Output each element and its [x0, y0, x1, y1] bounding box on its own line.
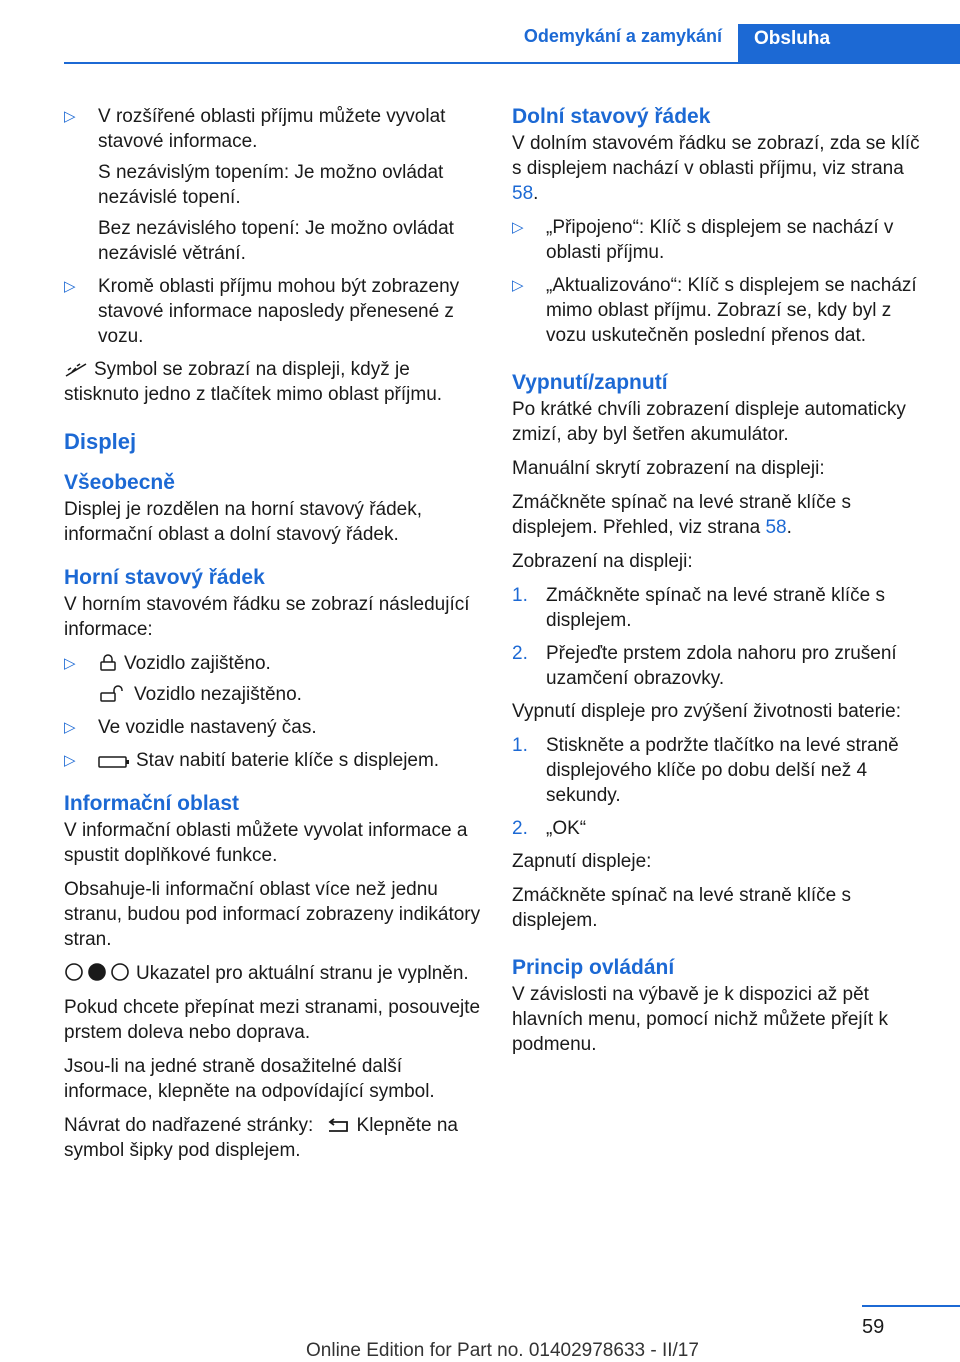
chapter-tab: Obsluha — [738, 24, 960, 62]
vypnuti-text: Zobrazení na displeji: — [512, 551, 693, 572]
step-item — [512, 583, 932, 633]
step-text: Stiskněte a podržte tlačítko na levé straně displejového klíče po dobu delší než 4 sekundy. — [546, 735, 899, 806]
vseobecne-heading: Všeobecně — [64, 471, 175, 494]
bullet-icon: ▷ — [512, 219, 524, 236]
section-title: Odemykání a zamykání — [523, 26, 722, 46]
info-text: Jsou-li na jedné straně dosažitelné další informace, klepněte na odpovídající symbol. — [64, 1056, 435, 1102]
list-item — [512, 215, 932, 265]
step-text: Zmáčkněte spínač na levé straně klíče s displejem. — [546, 585, 885, 631]
locked-text: Vozidlo zajištěno. — [124, 653, 271, 674]
step-item — [512, 641, 932, 691]
list-item — [512, 273, 932, 348]
info-text: Obsahuje-li informační oblast více než jednu stranu, budou pod informací zobrazeny indikátory stran. — [64, 879, 481, 950]
vypnuti-text: Manuální skrytí zobrazení na displeji: — [512, 458, 825, 479]
vypnuti-text: Po krátké chvíli zobrazení displeje automaticky zmizí, aby byl šetřen akumulátor. — [512, 399, 906, 445]
step-number: 2. — [512, 643, 528, 664]
vypnuti-text: Zmáčkněte spínač na levé straně klíče s displejem. Přehled, viz strana 58. — [512, 492, 851, 538]
page-number: 59 — [862, 1316, 885, 1338]
dolni-text: V dolním stavovém řádku se zobrazí, zda se klíč s displejem nachází v oblasti příjmu, viz strana 58. — [512, 133, 920, 204]
bullet-text: Kromě oblasti příjmu mohou být zobrazeny stavové informace naposledy přenesené z vozu. — [98, 276, 460, 347]
unlocked-car-icon — [98, 685, 128, 703]
bullet-text: V rozšířené oblasti příjmu můžete vyvolat stavové informace. — [98, 106, 446, 152]
back-arrow-icon — [325, 1118, 351, 1134]
bullet-icon: ▷ — [64, 108, 76, 125]
page-indicator-note — [64, 961, 484, 986]
step-item — [512, 733, 932, 808]
bullet-text: „Aktualizováno“: Klíč s displejem se nachází mimo oblast příjmu. Zobrazí se, kdy byl z vozu uskutečněn poslední přenos dat. — [546, 275, 917, 346]
list-item — [64, 274, 484, 349]
step-text: „OK“ — [546, 818, 587, 839]
bullet-icon: ▷ — [64, 752, 76, 769]
step-text: Přejeďte prstem zdola nahoru pro zrušení uzamčení obrazovky. — [546, 643, 897, 689]
vypnuti-text: Vypnutí displeje pro zvýšení životnosti baterie: — [512, 701, 901, 722]
time-text: Ve vozidle nastavený čas. — [98, 717, 317, 738]
right-column — [512, 104, 932, 1066]
page-link[interactable]: 58 — [512, 183, 534, 204]
list-item — [64, 104, 484, 266]
bullet-text: „Připojeno“: Klíč s displejem se nachází v oblasti příjmu. — [546, 217, 894, 263]
step-item — [512, 816, 932, 841]
step-number: 2. — [512, 818, 528, 839]
edition-note: Online Edition for Part no. 01402978633 - II/17 — [306, 1340, 699, 1361]
back-text: Klepněte na symbol šipky pod displejem. — [64, 1115, 458, 1161]
list-item — [64, 651, 484, 707]
princip-heading: Princip ovládání — [512, 956, 675, 979]
back-note — [64, 1113, 484, 1163]
bullet-subtext: S nezávislým topením: Je možno ovládat nezávislé topení. — [98, 162, 444, 208]
footer-rule — [862, 1305, 960, 1307]
page-header — [0, 0, 960, 64]
dolni-heading: Dolní stavový řádek — [512, 105, 711, 128]
step-number: 1. — [512, 585, 528, 606]
header-rule — [64, 62, 960, 64]
bullet-icon: ▷ — [64, 655, 76, 672]
info-text: Pokud chcete přepínat mezi stranami, posouvejte prstem doleva nebo doprava. — [64, 997, 481, 1043]
vypnuti-text: Zmáčkněte spínač na levé straně klíče s displejem. — [512, 885, 851, 931]
locked-car-icon — [98, 654, 118, 672]
vseobecne-text: Displej je rozdělen na horní stavový řádek, informační oblast a dolní stavový řádek. — [64, 499, 423, 545]
bullet-icon: ▷ — [64, 278, 76, 295]
battery-text: Stav nabití baterie klíče s displejem. — [136, 750, 440, 771]
princip-text: V závislosti na výbavě je k dispozici až pět hlavních menu, pomocí nichž můžete přejít k podmenu. — [512, 984, 888, 1055]
page-link[interactable]: 58 — [765, 517, 787, 538]
out-of-range-icon — [64, 362, 88, 378]
info-heading: Informační oblast — [64, 792, 240, 815]
displej-heading: Displej — [64, 429, 137, 454]
bullet-icon: ▷ — [512, 277, 524, 294]
horni-heading: Horní stavový řádek — [64, 566, 265, 589]
step-number: 1. — [512, 735, 528, 756]
left-column — [64, 104, 484, 1172]
bullet-icon: ▷ — [64, 719, 76, 736]
battery-icon — [98, 755, 130, 769]
bullet-subtext: Bez nezávislého topení: Je možno ovládat nezávislé větrání. — [98, 218, 454, 264]
unlocked-text: Vozidlo nezajištěno. — [134, 684, 302, 705]
list-item — [64, 715, 484, 740]
list-item — [64, 748, 484, 773]
info-text: V informační oblasti můžete vyvolat informace a spustit doplňkové funkce. — [64, 820, 468, 866]
back-text: Návrat do nadřazené stránky: — [64, 1115, 314, 1136]
page-indicator-text: Ukazatel pro aktuální stranu je vyplněn. — [136, 963, 469, 984]
horni-text: V horním stavovém řádku se zobrazí následující informace: — [64, 594, 470, 640]
symbol-note — [64, 357, 484, 407]
vypnuti-heading: Vypnutí/zapnutí — [512, 371, 668, 394]
page-indicator-icon — [64, 962, 130, 982]
vypnuti-text: Zapnutí displeje: — [512, 851, 652, 872]
symbol-note-text: Symbol se zobrazí na displeji, když je stisknuto jedno z tlačítek mimo oblast příjmu. — [64, 359, 443, 405]
